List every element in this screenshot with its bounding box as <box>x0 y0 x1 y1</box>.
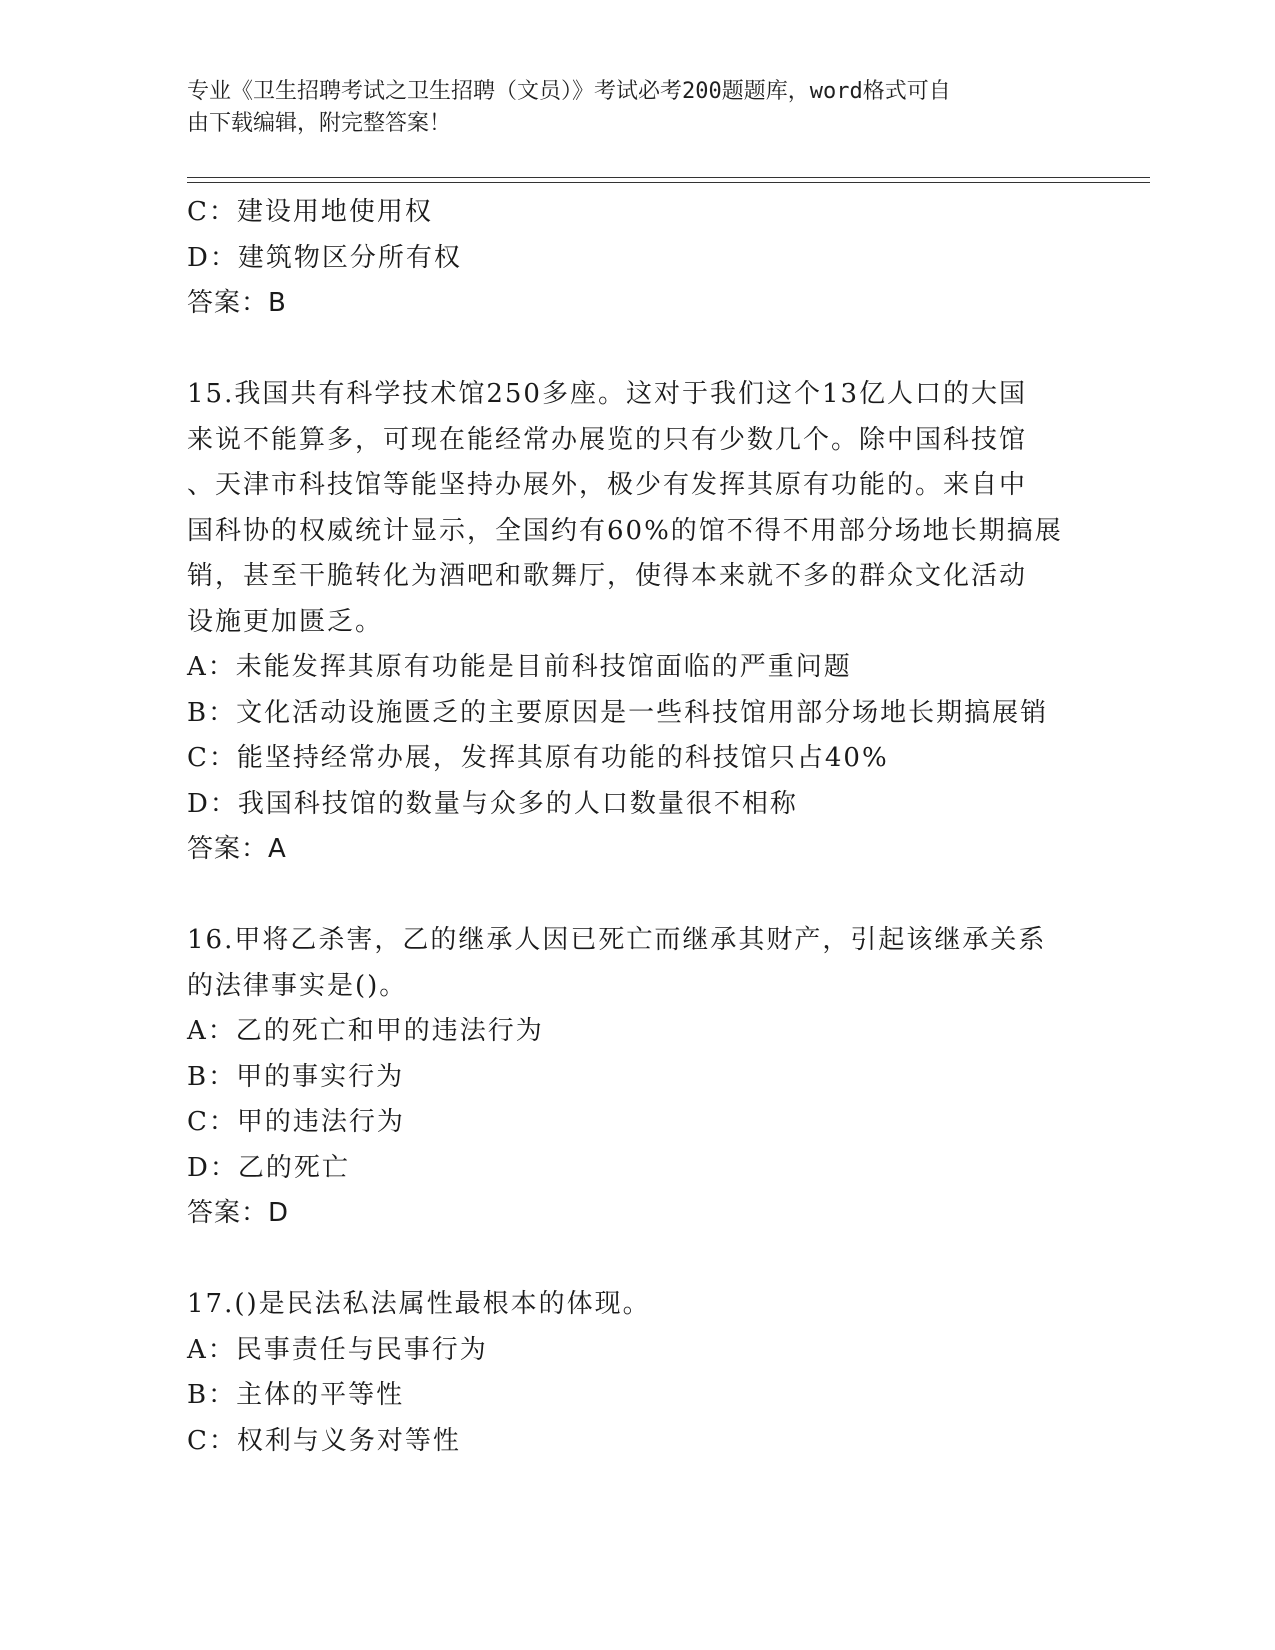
option-c: C：建设用地使用权 <box>187 197 433 227</box>
option-c: C：权利与义务对等性 <box>187 1425 461 1456</box>
option-a: A：民事责任与民事行为 <box>187 1334 488 1365</box>
question-text-line: 来说不能算多，可现在能经常办展览的只有少数几个。除中国科技馆 <box>187 424 1028 455</box>
option-b: B：主体的平等性 <box>187 1380 405 1410</box>
answer: 答案：A <box>187 834 287 864</box>
header-line-1: 专业《卫生招聘考试之卫生招聘（文员）》考试必考200题题库，word格式可自 <box>187 79 951 104</box>
document-header <box>187 76 1077 140</box>
option-c: C：甲的违法行为 <box>187 1107 405 1137</box>
option-d: D：建筑物区分所有权 <box>187 242 462 273</box>
header-rule-top <box>187 177 1150 178</box>
question-text-line: 15.我国共有科学技术馆250多座。这对于我们这个13亿人口的大国 <box>187 379 1028 409</box>
question-text-line: 、天津市科技馆等能坚持办展外，极少有发挥其原有功能的。来自中 <box>187 470 1028 500</box>
question-text-line: 16.甲将乙杀害，乙的继承人因已死亡而继承其财产，引起该继承关系 <box>187 925 1047 955</box>
answer: 答案：B <box>187 288 287 318</box>
question-text-line: 销，甚至干脆转化为酒吧和歌舞厅，使得本来就不多的群众文化活动 <box>187 561 1028 591</box>
header-line-2: 由下载编辑，附完整答案！ <box>187 111 452 136</box>
question-text-line: 17.()是民法私法属性最根本的体现。 <box>187 1289 651 1319</box>
option-d: D：乙的死亡 <box>187 1152 350 1183</box>
question-text-line: 国科协的权威统计显示，全国约有60%的馆不得不用部分场地长期搞展 <box>187 515 1063 546</box>
answer: 答案：D <box>187 1198 290 1228</box>
question-text-line: 设施更加匮乏。 <box>187 606 384 637</box>
question-16 <box>187 918 1087 1237</box>
header-rule-bottom <box>187 182 1150 183</box>
option-b: B：甲的事实行为 <box>187 1061 405 1092</box>
option-c: C：能坚持经常办展，发挥其原有功能的科技馆只占40% <box>187 743 889 773</box>
question-17 <box>187 1282 1087 1464</box>
option-b: B：文化活动设施匮乏的主要原因是一些科技馆用部分场地长期搞展销 <box>187 697 1049 728</box>
option-d: D：我国科技馆的数量与众多的人口数量很不相称 <box>187 788 798 819</box>
prev-question-tail <box>187 190 1087 327</box>
question-15 <box>187 372 1087 873</box>
option-a: A：未能发挥其原有功能是目前科技馆面临的严重问题 <box>187 652 852 682</box>
spacer <box>187 327 1087 373</box>
option-a: A：乙的死亡和甲的违法行为 <box>187 1016 544 1046</box>
spacer <box>187 873 1087 919</box>
question-text-line: 的法律事实是()。 <box>187 970 408 1001</box>
spacer <box>187 1237 1087 1283</box>
document-body <box>187 190 1087 1464</box>
